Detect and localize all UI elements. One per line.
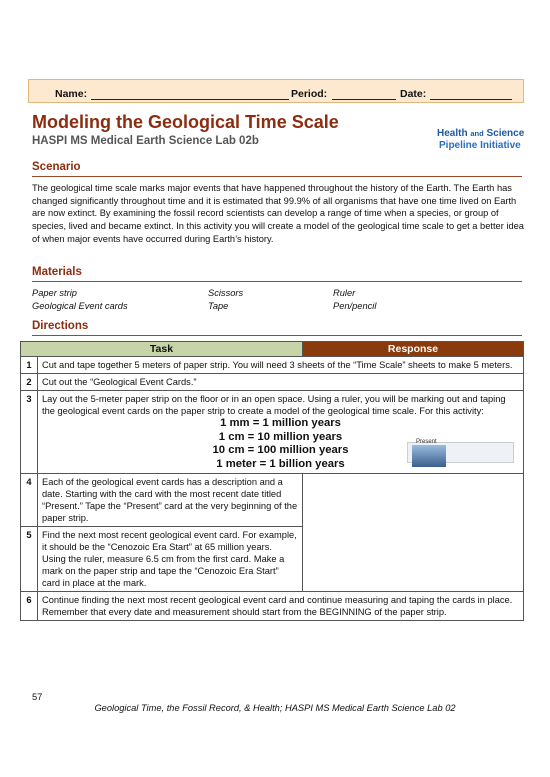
directions-table [20, 341, 524, 621]
haspi-logo: Health and Science Pipeline Initiative [437, 128, 525, 151]
page-footer: Geological Time, the Fossil Record, & Health; HASPI MS Medical Earth Science Lab 02 [94, 703, 456, 713]
directions-heading: Directions [32, 320, 89, 332]
scenario-heading: Scenario [32, 161, 81, 173]
step-number: 2 [21, 374, 38, 391]
scale-line: 1 cm = 10 million years [218, 430, 343, 443]
page-number: 57 [32, 692, 43, 702]
table-row [21, 357, 524, 374]
step-number: 3 [21, 391, 38, 474]
material-item: Paper strip [32, 288, 77, 298]
period-label: Period: [291, 88, 328, 100]
table-row [21, 474, 524, 527]
divider [32, 176, 522, 177]
step-text: Find the next most recent geological event card. For example, it should be the “Cenozoic Era Start” at 65 million years. Using the ruler, measure 6.5 cm from the first card. Make a mark on the paper strip and tape the “Cenozoic Era Start” card in place at the mark. [38, 527, 303, 592]
strip-present-label: Present [416, 439, 437, 445]
divider [32, 281, 522, 282]
material-item: Geological Event cards [32, 301, 128, 311]
step-number: 4 [21, 474, 38, 527]
scenario-text: The geological time scale marks major events that have happened throughout the history of the Earth. The Earth has changed significantly throughout time and it is estimated that 99.9% of all organisms that have one time lived on Earth are now extinct. By examining the fossil record scientists can develop a range of time when a species, or group of species, lived and became extinct. In this activity you will create a model of the geological time scale to get a better idea of when major events have occurred during Earth’s history. [32, 183, 524, 244]
paper-strip-photo [312, 439, 537, 466]
materials-heading: Materials [32, 266, 82, 278]
step-text: Lay out the 5-meter paper strip on the floor or in an open space. Using a ruler, you will be marking out and taping the geological event cards on the paper strip to create a model of the geological time scale. For this activity: [42, 394, 506, 416]
table-row [21, 391, 524, 474]
step-number: 6 [21, 592, 38, 621]
divider [32, 335, 522, 336]
step-number: 1 [21, 357, 38, 374]
task-column-header: Task [21, 342, 303, 357]
scale-line: 1 mm = 1 million years [220, 417, 341, 429]
material-item: Pen/pencil [333, 301, 377, 311]
step-text: Cut out the “Geological Event Cards.” [38, 374, 524, 391]
date-field[interactable] [430, 99, 512, 100]
material-item: Ruler [333, 288, 356, 298]
name-period-date-bar [28, 79, 524, 103]
response-cell[interactable] [303, 474, 524, 592]
table-row [21, 374, 524, 391]
table-row [21, 592, 524, 621]
present-card-image [412, 445, 446, 467]
name-field[interactable] [91, 99, 289, 100]
response-column-header: Response [303, 342, 524, 357]
name-label: Name: [55, 88, 88, 100]
material-item: Scissors [208, 288, 244, 298]
scale-line: 10 cm = 100 million years [212, 444, 349, 456]
period-field[interactable] [332, 99, 396, 100]
step-text: Continue finding the next most recent geological event card and continue measuring and taping the cards in place. Remember that every date and measurement should start from the BEGINNING of the paper strip. [38, 592, 524, 621]
material-item: Tape [208, 301, 229, 311]
step-number: 5 [21, 527, 38, 592]
page-title: Modeling the Geological Time Scale [32, 112, 339, 132]
step-text: Cut and tape together 5 meters of paper strip. You will need 3 sheets of the “Time Scale” sheets to make 5 meters. [38, 357, 524, 374]
scale-line: 1 meter = 1 billion years [216, 457, 345, 470]
page-subtitle: HASPI MS Medical Earth Science Lab 02b [32, 135, 259, 147]
step-text: Each of the geological event cards has a description and a date. Starting with the card with the most recent date titled “Present.” Tape the “Present” card at the very beginning of the paper strip. [38, 474, 303, 527]
date-label: Date: [400, 88, 427, 100]
